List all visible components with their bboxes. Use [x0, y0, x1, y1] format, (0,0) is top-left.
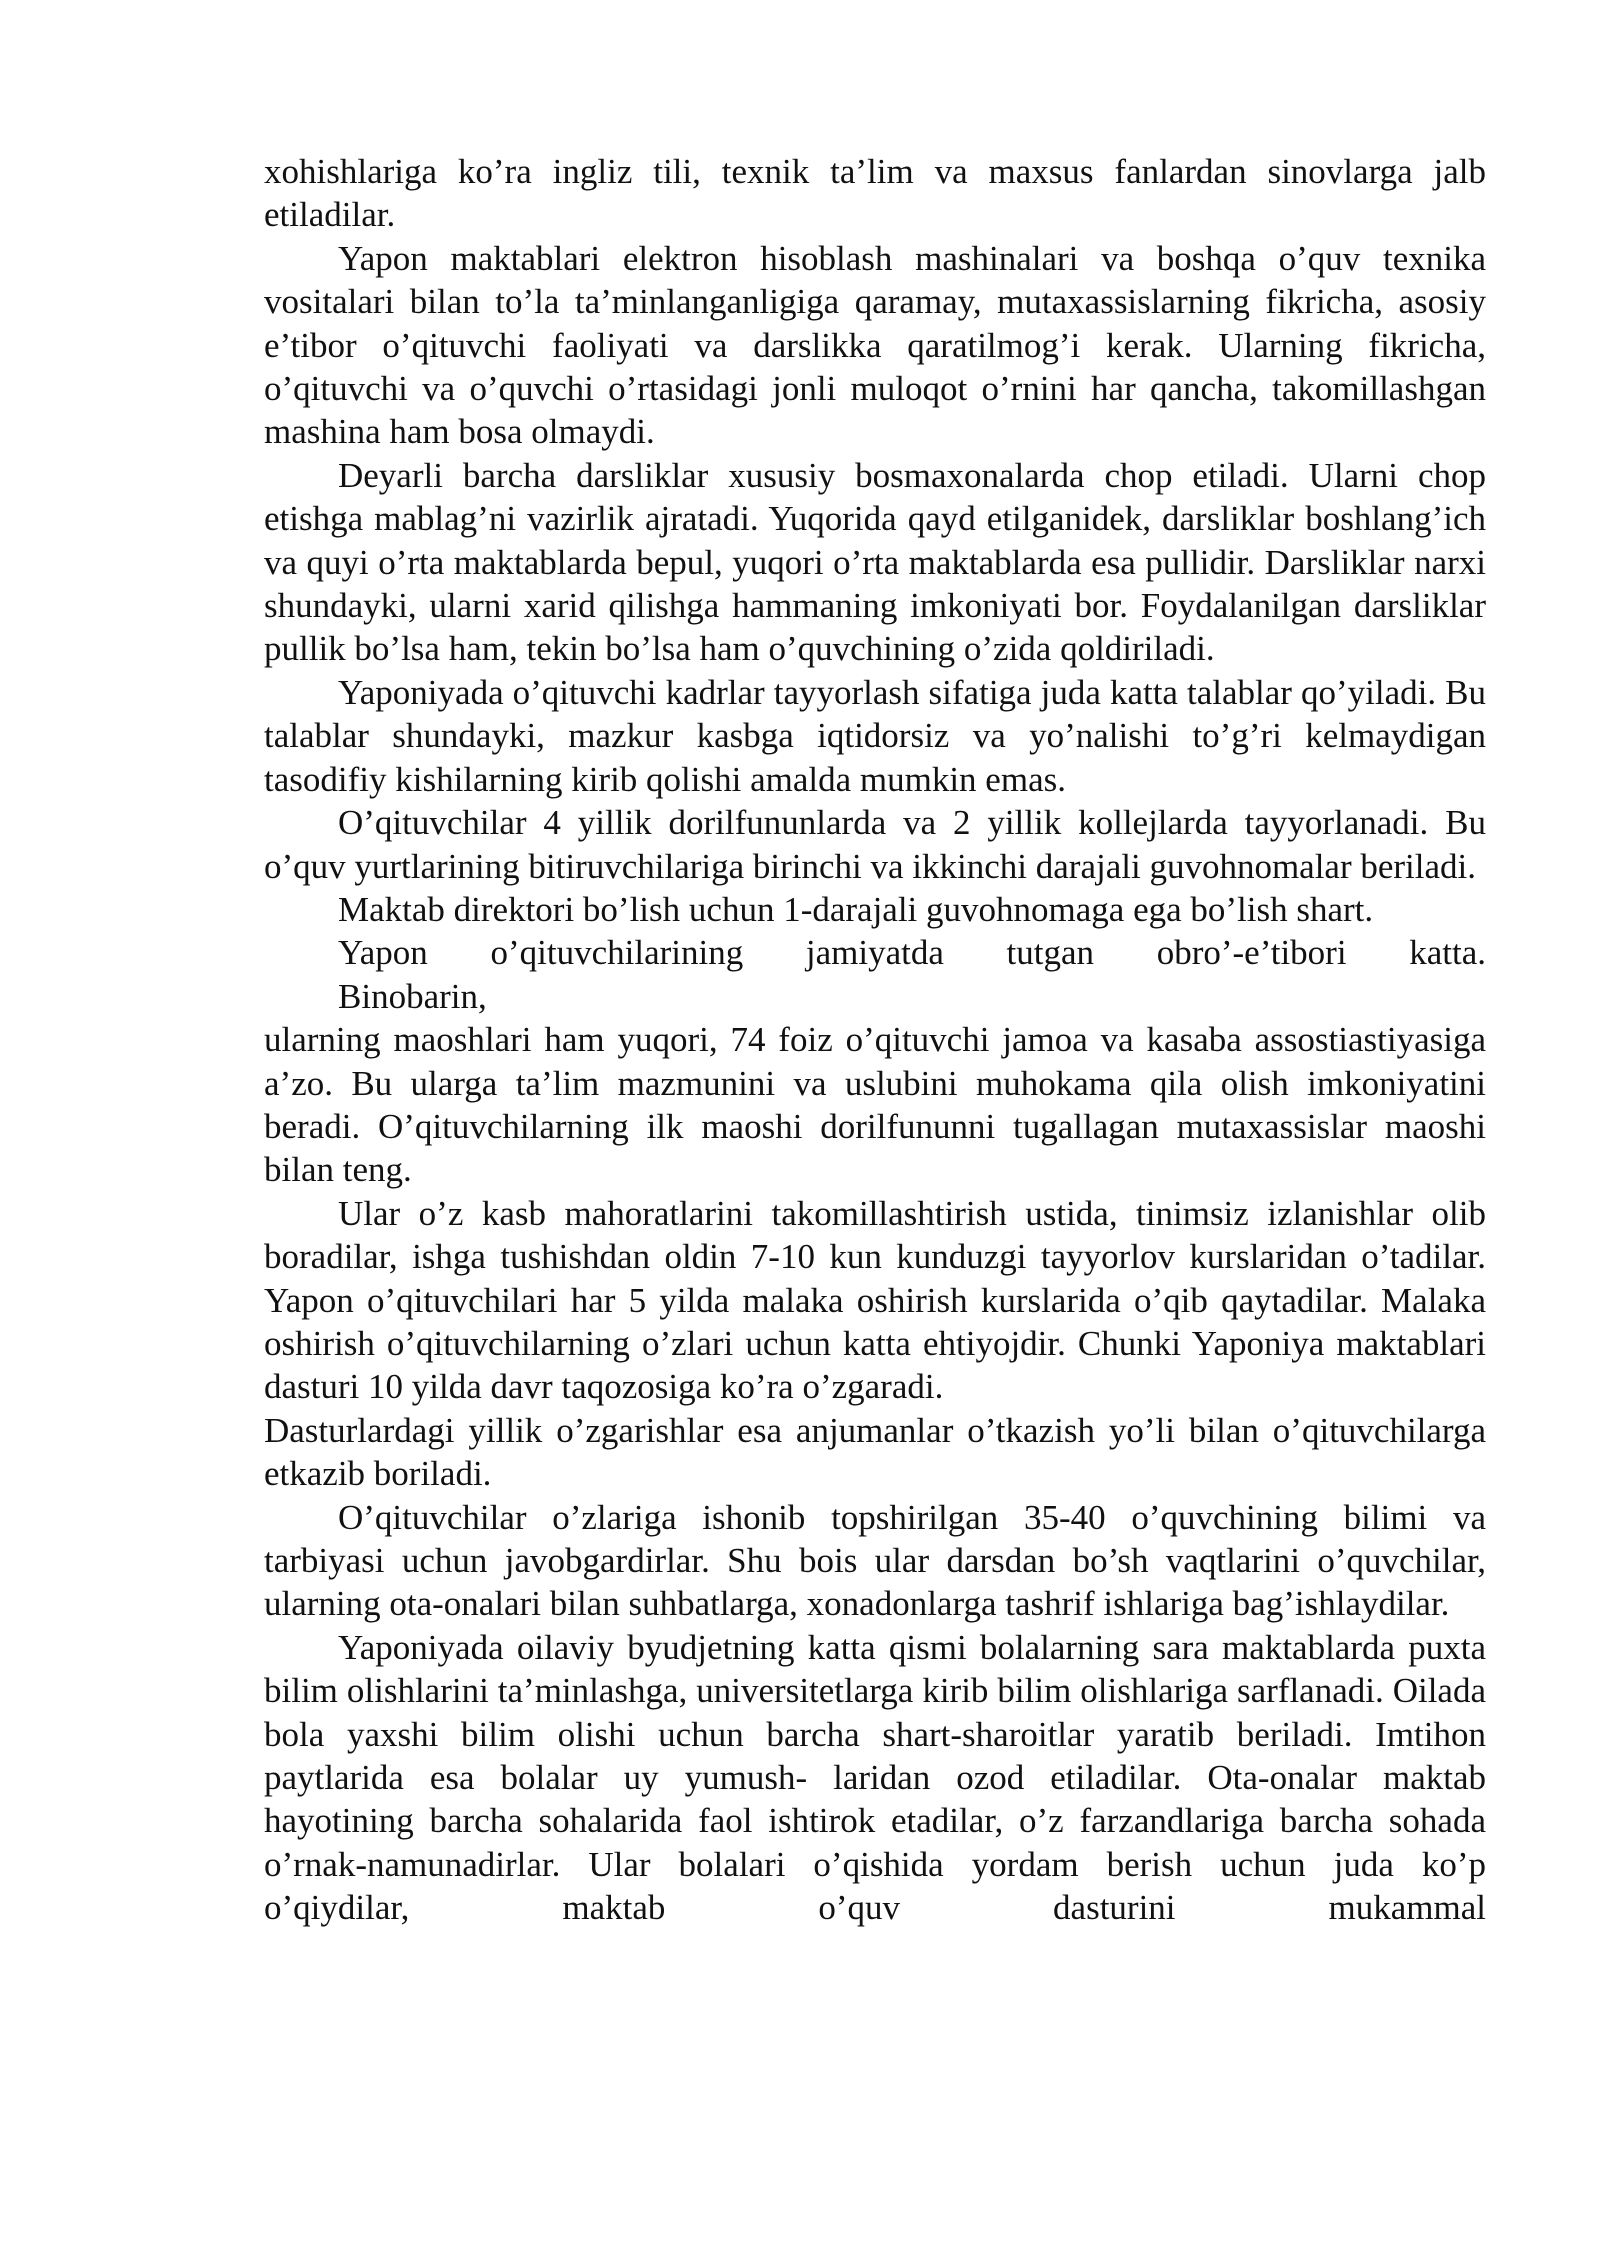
paragraph-7: Yapon o’qituvchilarining jamiyatda tutgan obro’-e’tibori katta. [338, 933, 1486, 973]
paragraph-13: Yaponiyada oilaviy byudjetning katta qismi bolalarning sara maktablarda puxta bilim olishlarini ta’minlashga, universitetlarga kirib bilim olishlariga sarflanadi. Oilada bola yaxshi bilim olishi uchun barcha shart-sharoitlar yaratib beriladi. Imtihon paytlarida esa bolalar uy yumush- laridan ozod etiladilar. Ota-onalar maktab hayotining barcha sohalarida faol ishtirok etadilar, o’z farzandlariga barcha sohada o’rnak-namunadirlar. Ular bolalari o’qishida yordam berish uchun juda ko’p o’qiydilar, maktab o’quv dasturini mukammal [264, 1627, 1486, 1928]
paragraph-6: Maktab direktori bo’lish uchun 1-darajali guvohnomaga ega bo’lish shart. [338, 889, 1374, 929]
paragraph-2: Yapon maktablari elektron hisoblash mashinalari va boshqa o’quv texnika vositalari bilan to’la ta’minlanganligiga qaramay, mutaxassislarning fikricha, asosiy e’tibor o’qituvchi faoliyati va darslikka qaratilmog’i kerak. Ularning fikricha, o’qituvchi va o’quvchi o’rtasidagi jonli muloqot o’rnini har qancha, takomillashgan mashina ham bosa olmaydi. [264, 238, 1486, 452]
paragraph-12: O’qituvchilar o’zlariga ishonib topshirilgan 35-40 o’quvchining bilimi va tarbiyasi uchun javobgardirlar. Shu bois ular darsdan bo’sh vaqtlarini o’quvchilar, ularning ota-onalari bilan suhbatlarga, xonadonlarga tashrif ishlariga bag’ishlaydilar. [264, 1497, 1486, 1624]
paragraph-3: Deyarli barcha darsliklar xususiy bosmaxonalarda chop etiladi. Ularni chop etishga mablag’ni vazirlik ajratadi. Yuqorida qayd etilganidek, darsliklar boshlang’ich va quyi o’rta maktablarda bepul, yuqori o’rta maktablarda esa pullidir. Darsliklar narxi shundayki, ularni xarid qilishga hammaning imkoniyati bor. Foydalanilgan darsliklar pullik bo’lsa ham, tekin bo’lsa ham o’quvchining o’zida qoldiriladi. [264, 455, 1486, 669]
paragraph-1: xohishlariga ko’ra ingliz tili, texnik ta’lim va maxsus fanlardan sinovlarga jalb etiladilar. [264, 152, 1486, 235]
paragraph-11: Dasturlardagi yillik o’zgarishlar esa anjumanlar o’tkazish yo’li bilan o’qituvchilarga etkazib boriladi. [264, 1410, 1486, 1494]
paragraph-5: O’qituvchilar 4 yillik dorilfununlarda va 2 yillik kollejlarda tayyorlanadi. Bu o’quv yurtlarining bitiruvchilariga birinchi va ikkinchi darajali guvohnomalar beriladi. [264, 803, 1486, 886]
paragraph-8: Binobarin, [338, 976, 487, 1016]
paragraph-4: Yaponiyada o’qituvchi kadrlar tayyorlash sifatiga juda katta talablar qo’yiladi. Bu talablar shundayki, mazkur kasbga iqtidorsiz va yo’nalishi to’g’ri kelmaydigan tasodifiy kishilarning kirib qolishi amalda mumkin emas. [264, 672, 1486, 799]
document-page [264, 150, 1486, 1930]
paragraph-10: Ular o’z kasb mahoratlarini takomillashtirish ustida, tinimsiz izlanishlar olib boradilar, ishga tushishdan oldin 7-10 kun kunduzgi tayyorlov kurslaridan o’tadilar. Yapon o’qituvchilari har 5 yilda malaka oshirish kurslarida o’qib qaytadilar. Malaka oshirish o’qituvchilarning o’zlari uchun katta ehtiyojdir. Chunki Yaponiya maktablari dasturi 10 yilda davr taqozosiga ko’ra o’zgaradi. [264, 1193, 1486, 1407]
paragraph-9: ularning maoshlari ham yuqori, 74 foiz o’qituvchi jamoa va kasaba assostiastiyasiga a’zo. Bu ularga ta’lim mazmunini va uslubini muhokama qila olish imkoniyatini beradi. O’qituvchilarning ilk maoshi dorilfununni tugallagan mutaxassislar maoshi bilan teng. [264, 1020, 1486, 1190]
